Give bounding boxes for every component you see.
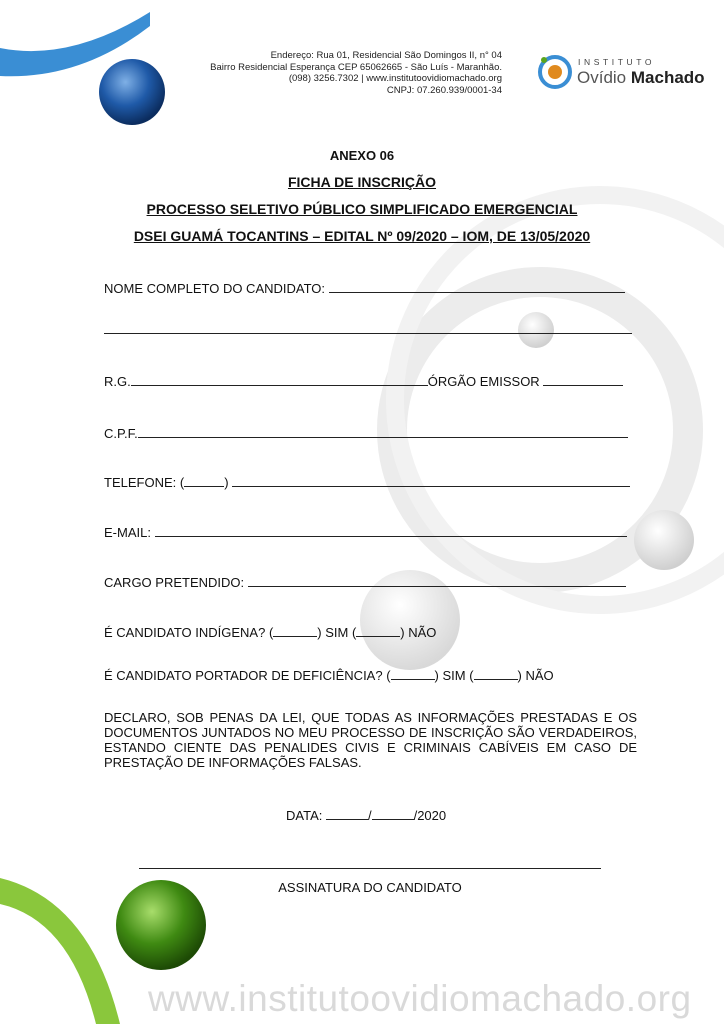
yes-label: ) SIM ( [317, 625, 357, 640]
address-line: CNPJ: 07.260.939/0001-34 [386, 84, 502, 96]
email-blank[interactable] [155, 523, 627, 537]
address-line: Bairro Residencial Esperança CEP 65062665 - São Luís - Maranhão. [210, 61, 502, 73]
green-swoosh-shape [0, 878, 120, 1024]
logo-emblem-icon [540, 57, 570, 87]
logo-name-second: Machado [630, 68, 705, 87]
phone-field-row [104, 473, 630, 490]
issuer-label: ÓRGÃO EMISSOR [427, 374, 540, 389]
indigenous-question: É CANDIDATO INDÍGENA? ( [104, 625, 274, 640]
cpf-label: C.P.F. [104, 426, 138, 441]
issuer-blank[interactable] [543, 372, 623, 386]
name-field-row [104, 279, 625, 296]
gray-sphere-right-shape [634, 510, 694, 570]
date-field-row [286, 806, 446, 823]
position-label: CARGO PRETENDIDO: [104, 575, 245, 590]
phone-close: ) [224, 475, 229, 490]
process-title: PROCESSO SELETIVO PÚBLICO SIMPLIFICADO EMERGENCIAL [146, 201, 578, 217]
date-day-blank[interactable] [326, 806, 368, 820]
date-label: DATA: [286, 808, 326, 823]
no-label: ) NÃO [517, 668, 554, 683]
annex-title: ANEXO 06 [329, 148, 395, 163]
disability-yes-blank[interactable] [391, 666, 435, 680]
cpf-field-row [104, 424, 628, 441]
rg-blank[interactable] [131, 372, 428, 386]
header-address [210, 50, 502, 96]
indigenous-question-row [104, 623, 436, 640]
position-blank[interactable] [248, 573, 626, 587]
name-label: NOME COMPLETO DO CANDIDATO: [104, 281, 326, 296]
disability-question: É CANDIDATO PORTADOR DE DEFICIÊNCIA? ( [104, 668, 391, 683]
email-label: E-MAIL: [104, 525, 151, 540]
phone-label: TELEFONE: ( [104, 475, 185, 490]
disability-no-blank[interactable] [474, 666, 518, 680]
rg-label: R.G. [104, 374, 131, 389]
phone-number-blank[interactable] [232, 473, 630, 487]
logo-name-first: Ovídio [577, 68, 627, 87]
rg-field-row [104, 372, 623, 389]
no-label: ) NÃO [400, 625, 437, 640]
indigenous-no-blank[interactable] [356, 623, 400, 637]
website-watermark: www.institutoovidiomachado.org [148, 978, 692, 1019]
yes-label: ) SIM ( [434, 668, 474, 683]
date-year: /2020 [413, 808, 447, 823]
logo-name [577, 68, 705, 88]
signature-label: ASSINATURA DO CANDIDATO [278, 880, 462, 895]
edital-title: DSEI GUAMÁ TOCANTINS – EDITAL Nº 09/2020 – IOM, DE 13/05/2020 [133, 228, 591, 244]
name-continuation-blank[interactable] [104, 333, 632, 334]
disability-question-row [104, 666, 554, 683]
logo-instituto-text: INSTITUTO [578, 57, 656, 67]
cpf-blank[interactable] [138, 424, 628, 438]
date-month-blank[interactable] [372, 806, 414, 820]
position-field-row [104, 573, 626, 590]
address-line: (098) 3256.7302 | www.institutoovidiomachado.org [288, 73, 502, 84]
gray-sphere-small-shape [518, 312, 554, 348]
phone-area-blank[interactable] [184, 473, 224, 487]
signature-line[interactable] [139, 868, 601, 869]
form-title: FICHA DE INSCRIÇÃO [287, 174, 437, 190]
address-line: Endereço: Rua 01, Residencial São Domingos II, n° 04 [270, 50, 502, 61]
email-field-row [104, 523, 627, 540]
name-blank[interactable] [329, 279, 625, 293]
indigenous-yes-blank[interactable] [273, 623, 317, 637]
date-separator: / [367, 808, 372, 823]
blue-sphere-shape [99, 59, 165, 125]
declaration-text: DECLARO, SOB PENAS DA LEI, QUE TODAS AS INFORMAÇÕES PRESTADAS E OS DOCUMENTOS JUNTADOS NO MEU PROCESSO DE INSCRIÇÃO SÃO VERDADEIROS, ESTANDO CIENTE DAS PENALIDES CIVIS E CRIMINAIS CABÍVEIS EM CASO DE PRESTAÇÃO DE INFORMAÇÕES FALSAS. [104, 710, 637, 770]
